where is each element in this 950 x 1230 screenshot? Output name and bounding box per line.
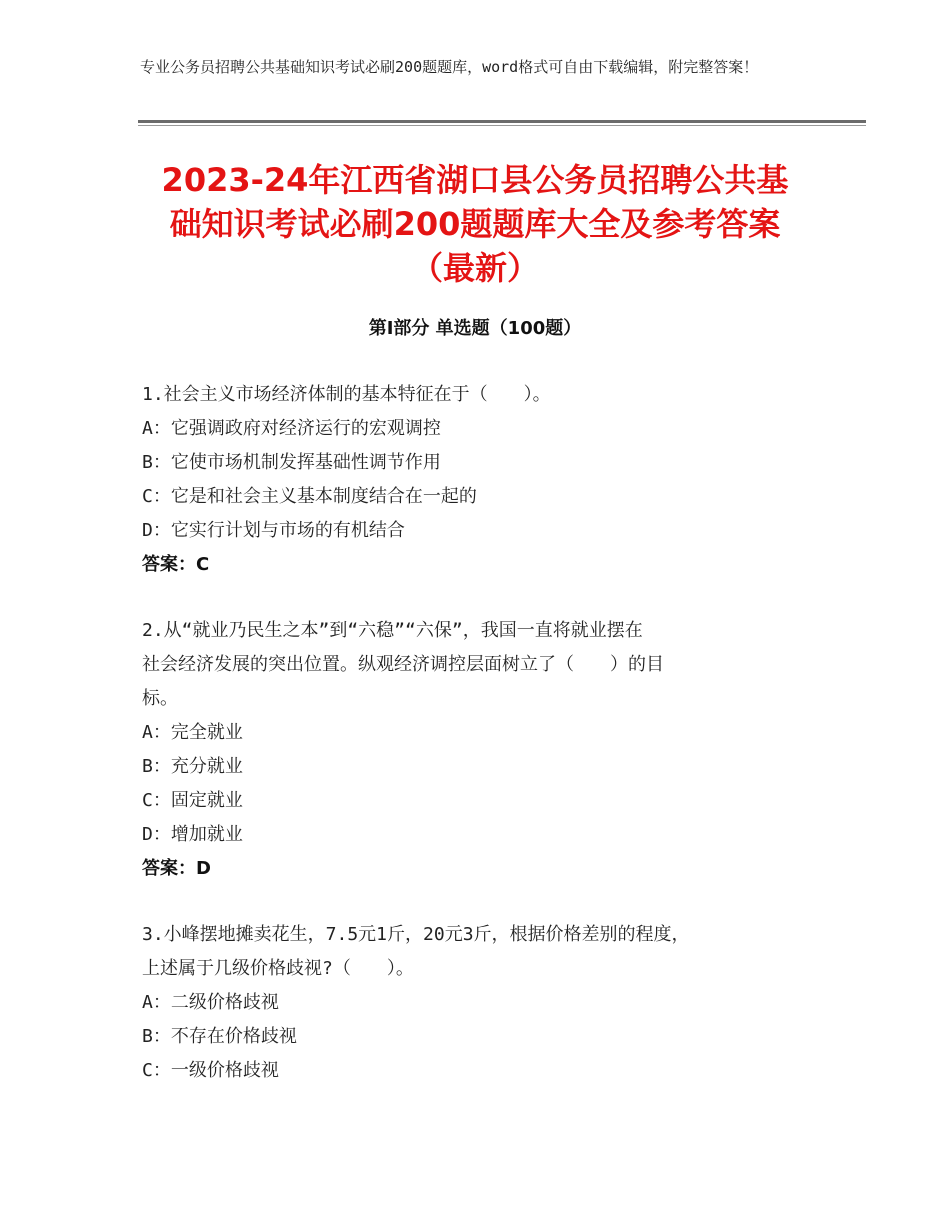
option-c: C：它是和社会主义基本制度结合在一起的	[142, 486, 477, 507]
option-b: B：它使市场机制发挥基础性调节作用	[142, 452, 441, 473]
question-1	[142, 378, 822, 582]
option-b: B：不存在价格歧视	[142, 1026, 297, 1047]
document-title-line: 2023-24年江西省湖口县公务员招聘公共基	[161, 161, 789, 199]
option-a: A：二级价格歧视	[142, 992, 279, 1013]
option-c: C：固定就业	[142, 790, 243, 811]
question-stem: 1.社会主义市场经济体制的基本特征在于（ ）。	[142, 384, 551, 405]
header-note: 专业公务员招聘公共基础知识考试必刷200题题库，word格式可自由下载编辑，附完整答案！	[140, 58, 759, 76]
question-stem: 3.小峰摆地摊卖花生，7.5元1斤，20元3斤，根据价格差别的程度，	[142, 924, 690, 945]
question-stem: 标。	[142, 688, 178, 709]
document-title-line: （最新）	[410, 249, 539, 287]
question-2	[142, 614, 822, 886]
question-list	[142, 378, 822, 1120]
question-stem: 上述属于几级价格歧视?（ ）。	[142, 958, 414, 979]
option-c: C：一级价格歧视	[142, 1060, 279, 1081]
answer-label: 答案：D	[142, 858, 211, 879]
answer-label: 答案：C	[142, 554, 210, 575]
option-a: A：它强调政府对经济运行的宏观调控	[142, 418, 441, 439]
document-title-line: 础知识考试必刷200题题库大全及参考答案	[169, 205, 781, 243]
option-a: A：完全就业	[142, 722, 243, 743]
document-title	[135, 158, 815, 290]
question-stem: 社会经济发展的突出位置。纵观经济调控层面树立了（ ）的目	[142, 654, 664, 675]
option-d: D：增加就业	[142, 824, 243, 845]
header-divider-thin	[138, 125, 866, 126]
question-3	[142, 918, 822, 1088]
option-d: D：它实行计划与市场的有机结合	[142, 520, 405, 541]
option-b: B：充分就业	[142, 756, 243, 777]
header-divider-thick	[138, 120, 866, 123]
question-stem: 2.从“就业乃民生之本”到“六稳”“六保”，我国一直将就业摆在	[142, 620, 643, 641]
section-title: 第Ⅰ部分 单选题（100题）	[368, 318, 582, 339]
